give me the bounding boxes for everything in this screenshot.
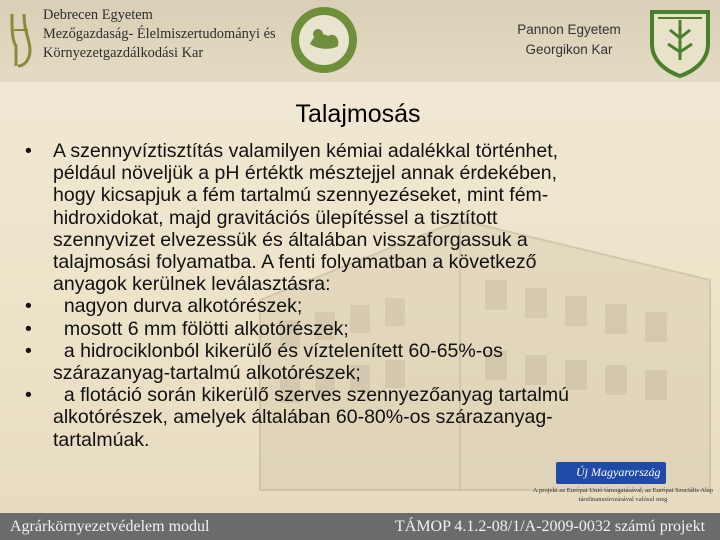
header-band [0, 0, 720, 82]
bullet-line: talajmosási folyamatba. A fenti folyamatban a következő [53, 251, 537, 274]
bullet-line: tartalmúak. [53, 428, 150, 451]
bullet-line: a hidrociklonból kikerülő és víztelenített 60-65%-os [53, 339, 503, 362]
bullet-dot-icon: • [25, 384, 32, 407]
bullet-line: hogy kicsapjuk a fém tartalmú szennyezéseket, mint fém- [53, 184, 549, 207]
georgikon-crest-icon [644, 4, 716, 78]
list-item [22, 318, 702, 340]
module-name: Agrárkörnyezetvédelem modul [10, 518, 210, 535]
faculty-line: Georgikon Kar [525, 42, 613, 57]
bullet-line: mosott 6 mm fölötti alkotórészek; [53, 317, 349, 340]
bullet-line: szárazanyag-tartalmú alkotórészek; [53, 362, 361, 385]
faculty-line: Mezőgazdaság- Élelmiszertudományi és [43, 26, 276, 42]
bullet-line: A szennyvíztisztítás valamilyen kémiai adalékkal történhet, [53, 140, 559, 162]
footer-bar [0, 513, 720, 540]
list-item [22, 340, 702, 384]
uj-magyarorszag-logo [556, 462, 666, 484]
debrecen-university-logo-icon [4, 10, 38, 72]
bullet-line: alkotórészek, amelyek általában 60-80%-os szárazanyag- [53, 406, 553, 429]
university-line: Debrecen Egyetem [43, 7, 153, 23]
bullet-line: szennyvizet elvezessük és általában visszaforgassuk a [53, 228, 528, 251]
bullet-line: például növeljük a pH értéktk mésztejjel annak érdekében, [53, 162, 558, 185]
bullet-list [22, 140, 702, 451]
bullet-dot-icon: • [25, 140, 32, 162]
faculty-line: Környezetgazdálkodási Kar [43, 45, 204, 61]
bullet-dot-icon: • [25, 317, 32, 340]
bullet-line: nagyon durva alkotórészek; [53, 295, 303, 318]
list-item [22, 384, 702, 451]
project-id: TÁMOP 4.1.2-08/1/A-2009-0032 számú projekt [395, 518, 706, 535]
eu-funding-caption: A projekt az Európai Unió támogatásával, az Európai Szociális Alap társfinanszírozásával valósul meg [532, 487, 714, 503]
bullet-line: anyagok kerülnek leválasztásra: [53, 273, 331, 296]
slide-title: Talajmosás [295, 100, 421, 128]
university-name-right [503, 20, 635, 60]
university-name-left [43, 6, 288, 63]
eu-logo-text: Új Magyarország [576, 465, 661, 479]
list-item [22, 295, 702, 317]
university-line: Pannon Egyetem [517, 22, 621, 37]
list-item [22, 140, 702, 295]
faculty-seal-icon [288, 4, 360, 76]
bullet-dot-icon: • [25, 295, 32, 318]
bullet-line: a flotáció során kikerülő szerves szennyezőanyag tartalmú [53, 384, 569, 407]
bullet-dot-icon: • [25, 339, 32, 362]
bullet-line: hidroxidokat, majd gravitációs ülepítéssel a tisztított [53, 206, 498, 229]
